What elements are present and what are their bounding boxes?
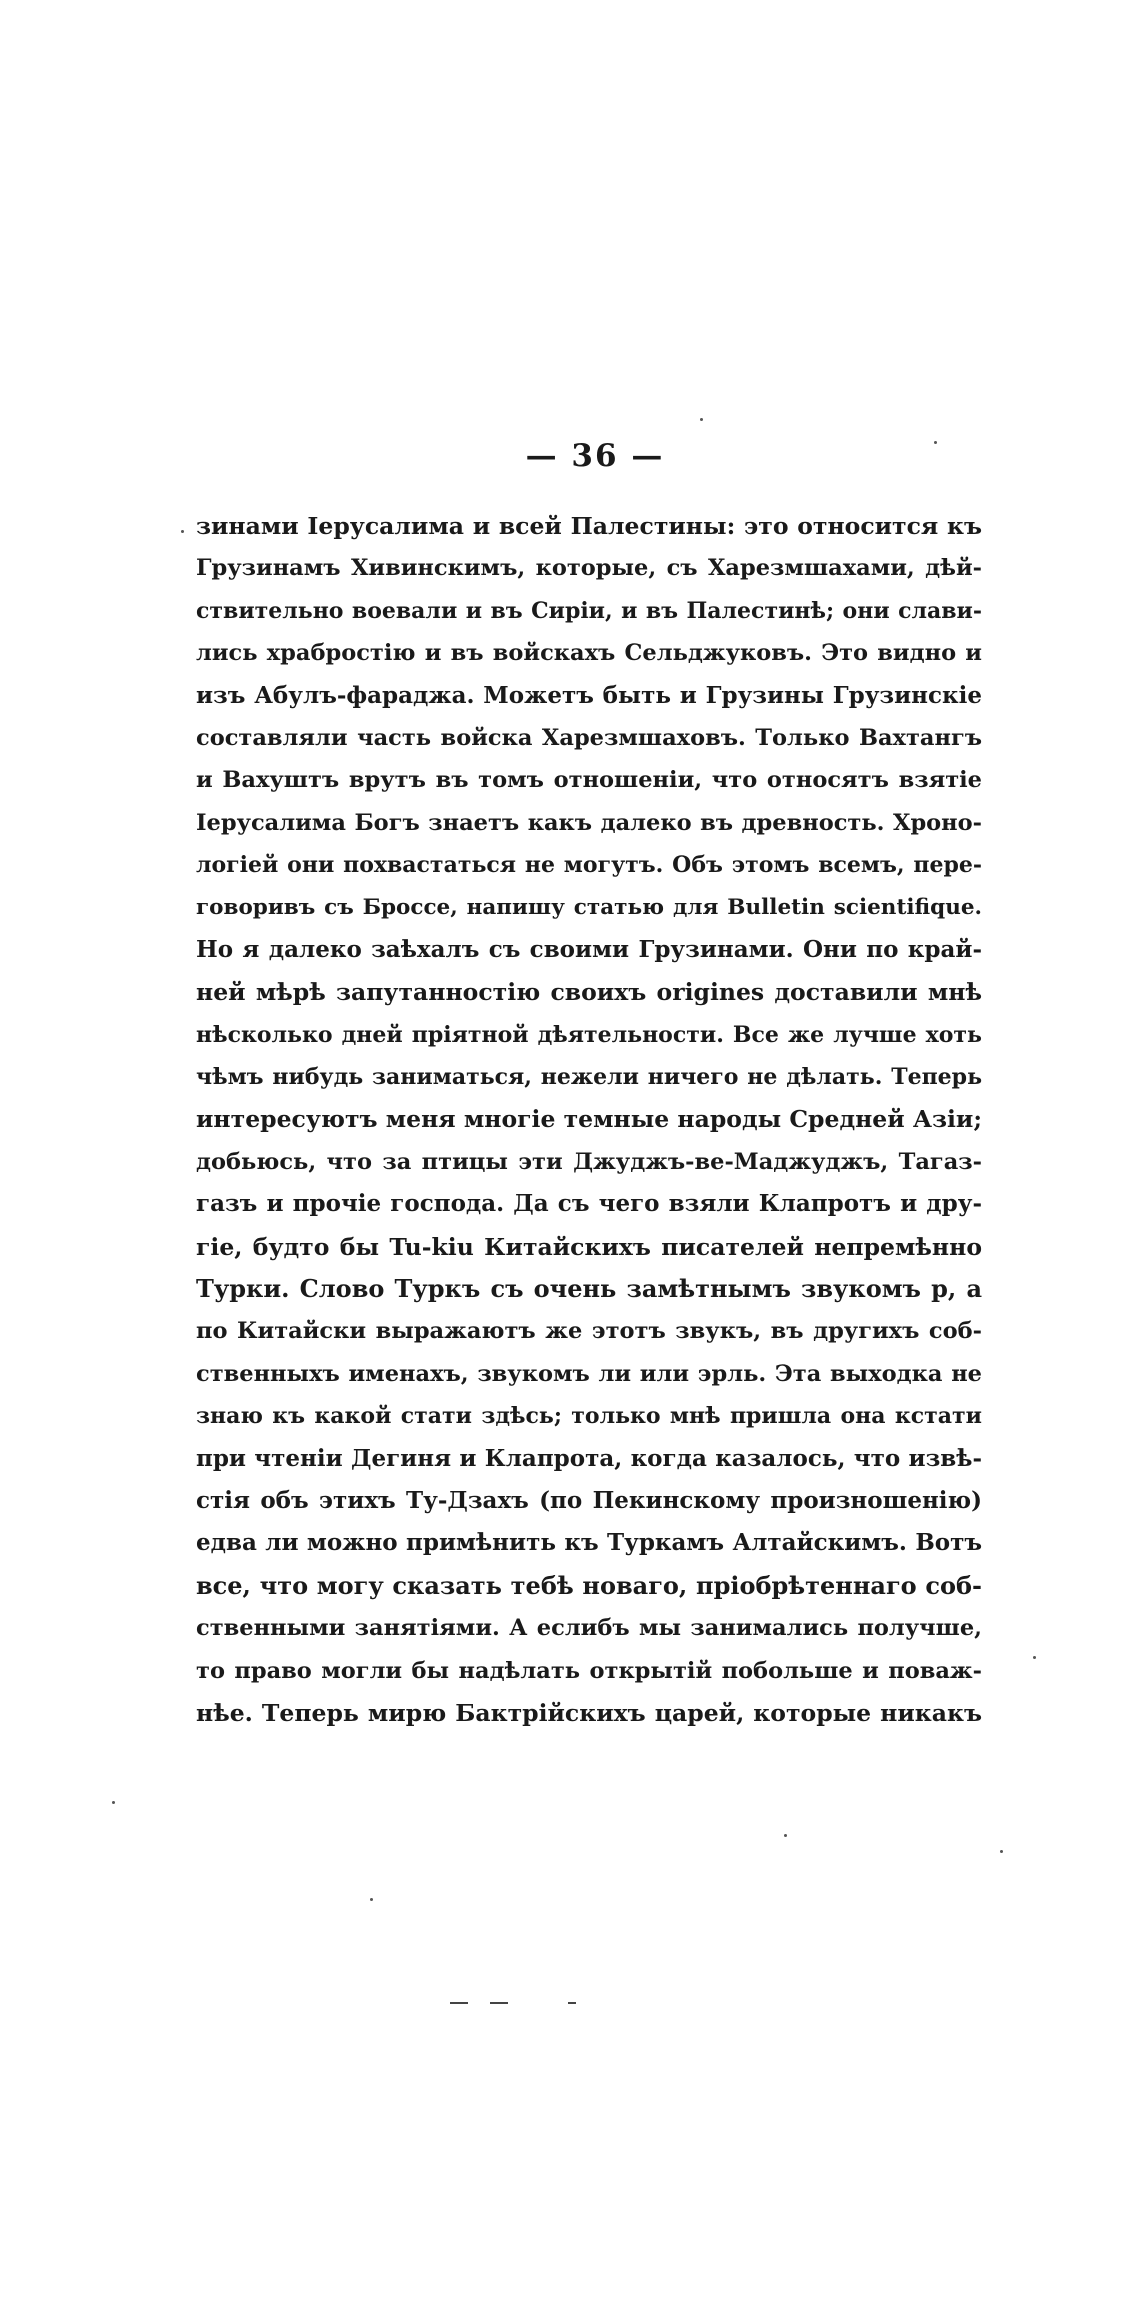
text-line: знаю къ какой стати здѣсь; только мнѣ пришла она кстати xyxy=(196,1403,982,1430)
text-line: Турки. Слово Туркъ съ очень замѣтнымъ звукомъ р, а xyxy=(196,1274,982,1304)
text-line: ственныхъ именахъ, звукомъ ли или эрль. Эта выходка не xyxy=(196,1360,982,1387)
text-line: логіей они похвастаться не могутъ. Объ этомъ всемъ, пере- xyxy=(196,852,982,879)
text-line: зинами Іерусалима и всей Палестины: это относится къ xyxy=(196,512,982,540)
scan-speck xyxy=(784,1834,787,1837)
scan-speck xyxy=(112,1801,115,1804)
text-line: Но я далеко заѣхалъ съ своими Грузинами. Они по край- xyxy=(196,935,982,963)
text-line: изъ Абулъ-фараджа. Можетъ быть и Грузины Грузинскіе xyxy=(196,681,982,709)
text-line: то право могли бы надѣлать открытій побольше и поваж- xyxy=(196,1657,982,1684)
scan-speck xyxy=(700,418,703,421)
scan-speck xyxy=(181,530,184,533)
text-line: чѣмъ нибудь заниматься, нежели ничего не дѣлать. Теперь xyxy=(196,1064,982,1091)
scan-speck xyxy=(1000,1850,1003,1853)
text-line: нѣсколько дней пріятной дѣятельности. Все же лучше хоть xyxy=(196,1021,982,1048)
text-line: газъ и прочіе господа. Да съ чего взяли Клапротъ и дру- xyxy=(196,1190,982,1218)
text-line: все, что могу сказать тебѣ новаго, пріобрѣтеннаго соб- xyxy=(196,1570,982,1600)
text-line: ственными занятіями. А еслибъ мы занимались получше, xyxy=(196,1615,982,1642)
text-line: гіе, будто бы Tu-kiu Китайскихъ писателей непремѣнно xyxy=(196,1232,982,1261)
text-line: интересуютъ меня многіе темные народы Средней Азіи; xyxy=(196,1105,983,1134)
footer-dash xyxy=(450,2002,468,2004)
text-line: лись храбростію и въ войскахъ Сельджуковъ. Это видно и xyxy=(196,640,982,667)
scan-speck xyxy=(934,441,937,444)
body-text xyxy=(196,505,982,1734)
text-line: ствительно воевали и въ Сиріи, и въ Палестинѣ; они слави- xyxy=(196,597,982,624)
footer-dash xyxy=(490,2002,508,2004)
text-line: добьюсь, что за птицы эти Джуджъ-ве-Маджуджъ, Тагаз- xyxy=(196,1148,982,1175)
text-line: ней мѣрѣ запутанностію своихъ origines доставили мнѣ xyxy=(196,978,982,1007)
footer-dash xyxy=(568,2002,576,2004)
scan-speck xyxy=(370,1898,373,1901)
text-line: Іерусалима Богъ знаетъ какъ далеко въ древность. Хроно- xyxy=(196,809,982,836)
text-line: стія объ этихъ Ту-Дзахъ (по Пекинскому произношенію) xyxy=(196,1486,982,1514)
text-line: говоривъ съ Броссе, напишу статью для Bulletin scientifique. xyxy=(196,894,982,920)
text-line: при чтеніи Дегиня и Клапрота, когда казалось, что извѣ- xyxy=(196,1444,982,1472)
scan-speck xyxy=(1033,1656,1036,1659)
page-number: — 36 — xyxy=(525,438,665,474)
text-line: по Китайски выражаютъ же этотъ звукъ, въ другихъ соб- xyxy=(196,1318,982,1345)
text-line: нѣе. Теперь мирю Бактрійскихъ царей, которые никакъ xyxy=(196,1698,982,1727)
text-line: Грузинамъ Хивинскимъ, которые, съ Харезмшахами, дѣй- xyxy=(196,555,982,582)
footer-marks xyxy=(450,2002,590,2008)
text-line: и Вахуштъ врутъ въ томъ отношеніи, что относятъ взятіе xyxy=(196,767,982,794)
text-line: едва ли можно примѣнить къ Туркамъ Алтайскимъ. Вотъ xyxy=(196,1529,982,1557)
text-line: составляли часть войска Харезмшаховъ. Только Вахтангъ xyxy=(196,724,982,751)
